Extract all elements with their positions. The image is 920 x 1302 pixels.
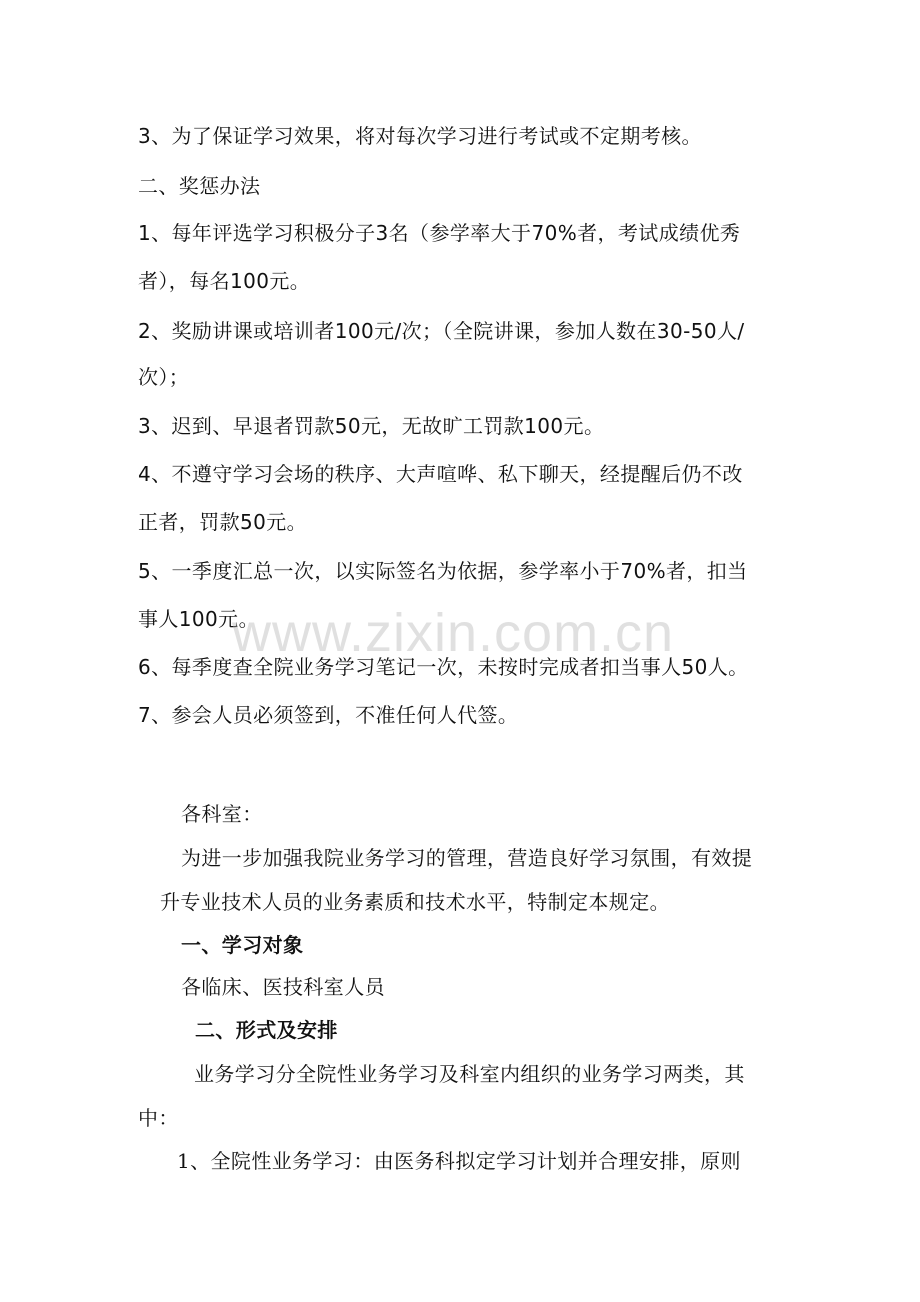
section-body-format-line-2: 中： [138,1106,179,1130]
reward-item-6: 6、每季度查全院业务学习笔记一次，未按时完成者扣当事人50人。 [138,655,749,679]
reward-item-1-line-1: 1、每年评选学习积极分子3名（参学率大于70%者，考试成绩优秀 [138,221,741,245]
notice-salutation: 各科室： [181,802,263,826]
section-heading-format-arrangement: 二、形式及安排 [195,1018,338,1042]
section-heading-rewards: 二、奖惩办法 [138,174,261,198]
reward-item-5-line-2: 事人100元。 [138,607,259,631]
section-body-format-line-1: 业务学习分全院性业务学习及科室内组织的业务学习两类，其 [194,1062,745,1086]
watermark-text: www.zixin.com.cn [232,603,675,663]
reward-item-2-line-2: 次）； [138,365,190,389]
notice-intro-line-2: 升专业技术人员的业务素质和技术水平，特制定本规定。 [160,890,670,914]
notice-intro-line-1: 为进一步加强我院业务学习的管理，营造良好学习氛围，有效提 [181,846,753,870]
reward-item-4-line-1: 4、不遵守学习会场的秩序、大声喧哗、私下聊天，经提醒后仍不改 [138,462,743,486]
reward-item-3: 3、迟到、早退者罚款50元，无故旷工罚款100元。 [138,414,605,438]
section-body-study-targets: 各临床、医技科室人员 [181,975,385,999]
reward-item-1-line-2: 者），每名100元。 [138,269,311,293]
reward-item-4-line-2: 正者，罚款50元。 [138,510,308,534]
section-heading-study-targets: 一、学习对象 [181,933,304,957]
format-item-1-line-1: 1、全院性业务学习：由医务科拟定学习计划并合理安排，原则 [177,1149,741,1173]
reward-item-7: 7、参会人员必须签到，不准任何人代签。 [138,703,519,727]
rule-line-3: 3、为了保证学习效果，将对每次学习进行考试或不定期考核。 [138,124,702,148]
reward-item-2-line-1: 2、奖励讲课或培训者100元/次；（全院讲课，参加人数在30-50人/ [138,319,745,343]
reward-item-5-line-1: 5、一季度汇总一次，以实际签名为依据，参学率小于70%者，扣当 [138,559,748,583]
